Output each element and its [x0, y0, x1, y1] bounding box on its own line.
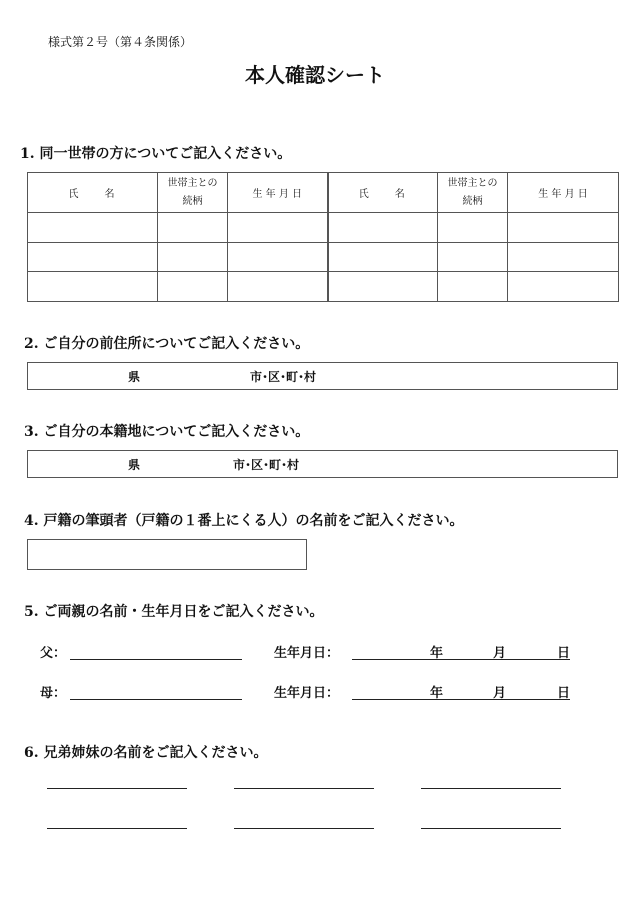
- cell-name[interactable]: [28, 213, 158, 243]
- table-row: [28, 213, 619, 243]
- col-relation: 世帯主との 続柄: [158, 173, 228, 213]
- household-table-header: [28, 173, 619, 213]
- table-row: [28, 272, 619, 302]
- cell-relation[interactable]: [438, 213, 508, 243]
- father-label: 父：: [40, 646, 67, 661]
- sibling-name-line[interactable]: [47, 828, 187, 829]
- cell-relation[interactable]: [158, 242, 228, 272]
- prefecture-label: 県: [128, 458, 141, 472]
- form-number: 様式第２号（第４条関係）: [48, 35, 193, 49]
- cell-birthdate[interactable]: [508, 272, 619, 302]
- month-label: 月: [493, 686, 507, 701]
- page-title: 本人確認シート: [245, 63, 385, 87]
- cell-birthdate[interactable]: [508, 242, 619, 272]
- cell-relation[interactable]: [438, 242, 508, 272]
- section-2-heading: 2. ご自分の前住所についてご記入ください。: [24, 336, 310, 352]
- sibling-name-line[interactable]: [47, 788, 187, 789]
- mother-name-line[interactable]: [70, 699, 242, 700]
- family-head-name-field[interactable]: [27, 539, 307, 570]
- sibling-name-line[interactable]: [234, 828, 374, 829]
- registered-domicile-field[interactable]: [27, 450, 618, 478]
- cell-birthdate[interactable]: [228, 213, 328, 243]
- section-4-heading: 4. 戸籍の筆頭者（戸籍の１番上にくる人）の名前をご記入ください。: [24, 513, 464, 529]
- col-name-2: 氏 名: [328, 173, 438, 213]
- household-table: [27, 172, 619, 302]
- year-label: 年: [430, 686, 444, 701]
- prefecture-label: 県: [128, 370, 141, 384]
- cell-name[interactable]: [328, 213, 438, 243]
- sibling-name-line[interactable]: [234, 788, 374, 789]
- father-birthdate-label: 生年月日：: [274, 646, 340, 661]
- cell-birthdate[interactable]: [228, 242, 328, 272]
- col-birthdate: 生 年 月 日: [228, 173, 328, 213]
- section-1-heading: 1. 同一世帯の方についてご記入ください。: [20, 146, 292, 162]
- year-label: 年: [430, 646, 444, 661]
- col-relation-2: 世帯主との 続柄: [438, 173, 508, 213]
- section-6-heading: 6. 兄弟姉妹の名前をご記入ください。: [24, 745, 268, 761]
- cell-birthdate[interactable]: [508, 213, 619, 243]
- sibling-name-line[interactable]: [421, 828, 561, 829]
- cell-name[interactable]: [328, 242, 438, 272]
- month-label: 月: [493, 646, 507, 661]
- day-label: 日: [557, 686, 571, 701]
- cell-name[interactable]: [328, 272, 438, 302]
- section-3-heading: 3. ご自分の本籍地についてご記入ください。: [24, 424, 310, 440]
- cell-relation[interactable]: [438, 272, 508, 302]
- city-label: 市･区･町･村: [250, 370, 317, 384]
- cell-relation[interactable]: [158, 213, 228, 243]
- sibling-name-line[interactable]: [421, 788, 561, 789]
- cell-relation[interactable]: [158, 272, 228, 302]
- mother-label: 母：: [40, 686, 67, 701]
- previous-address-field[interactable]: [27, 362, 618, 390]
- day-label: 日: [557, 646, 571, 661]
- table-row: [28, 242, 619, 272]
- col-birthdate-2: 生 年 月 日: [508, 173, 619, 213]
- mother-birthdate-line[interactable]: [352, 699, 570, 700]
- cell-birthdate[interactable]: [228, 272, 328, 302]
- col-name: 氏 名: [28, 173, 158, 213]
- cell-name[interactable]: [28, 272, 158, 302]
- city-label: 市･区･町･村: [233, 458, 300, 472]
- section-5-heading: 5. ご両親の名前・生年月日をご記入ください。: [24, 604, 324, 620]
- father-birthdate-line[interactable]: [352, 659, 570, 660]
- mother-birthdate-label: 生年月日：: [274, 686, 340, 701]
- cell-name[interactable]: [28, 242, 158, 272]
- father-name-line[interactable]: [70, 659, 242, 660]
